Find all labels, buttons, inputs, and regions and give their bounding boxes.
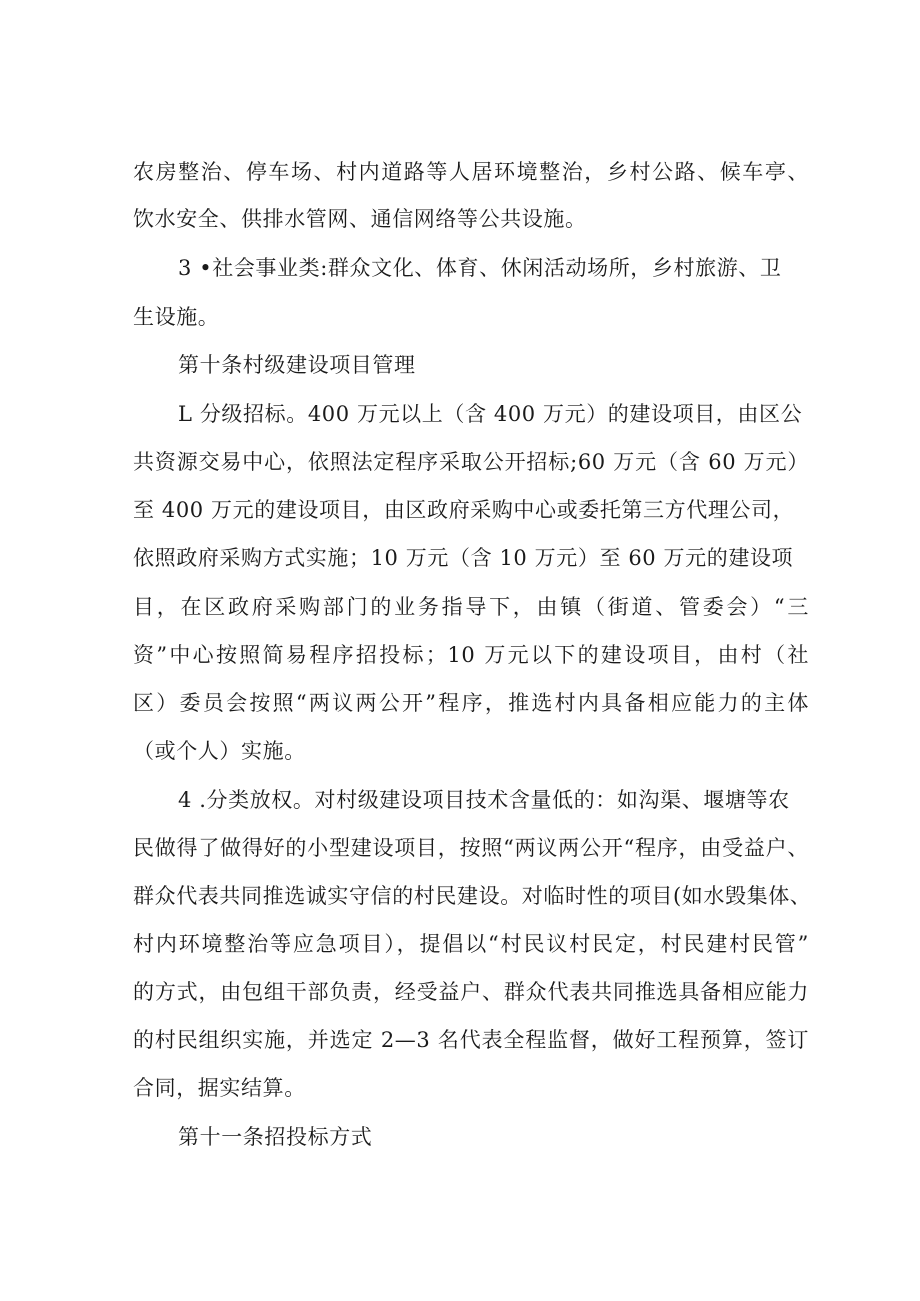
- paragraph-line: 资”中心按照简易程序招投标；10 万元以下的建设项目，由村（社: [133, 643, 809, 667]
- paragraph-line: 目，在区政府采购部门的业务指导下，由镇（街道、管委会）“三: [133, 595, 809, 619]
- paragraph-line: 合同，据实结算。: [133, 1076, 306, 1100]
- section-heading: 第十一条招投标方式: [178, 1125, 373, 1149]
- paragraph-line: 的方式，由包组干部负责，经受益户、群众代表共同推选具备相应能力: [133, 980, 809, 1004]
- paragraph-line: 的村民组织实施，并选定 2—3 名代表全程监督，做好工程预算，签订: [133, 1028, 809, 1052]
- section-heading: 第十条村级建设项目管理: [178, 353, 416, 377]
- paragraph-line: 饮水安全、供排水管网、通信网络等公共设施。: [133, 207, 587, 231]
- paragraph-line: 依照政府采购方式实施；10 万元（含 10 万元）至 60 万元的建设项: [133, 546, 794, 570]
- paragraph-line: 群众代表共同推选诚实守信的村民建设。对临时性的项目(如水毁集体、: [133, 884, 812, 908]
- paragraph-line: 村内环境整治等应急项目），提倡以“村民议村民定，村民建村民管”: [133, 932, 809, 956]
- paragraph-line: 4 .分类放权。对村级建设项目技术含量低的：如沟渠、堰塘等农: [178, 788, 790, 812]
- paragraph-line: 共资源交易中心，依照法定程序采取公开招标;60 万元（含 60 万元）: [133, 450, 809, 474]
- paragraph-line: 民做得了做得好的小型建设项目，按照“两议两公开“程序，由受益户、: [133, 836, 809, 860]
- paragraph-line: 至 400 万元的建设项目，由区政府采购中心或委托第三方代理公司，: [133, 498, 795, 522]
- paragraph-line: （或个人）实施。: [133, 739, 306, 763]
- paragraph-line: 3 •社会事业类:群众文化、体育、休闲活动场所，乡村旅游、卫: [178, 256, 782, 280]
- paragraph-line: L 分级招标。400 万元以上（含 400 万元）的建设项目，由区公: [178, 402, 803, 426]
- paragraph-line: 区）委员会按照“两议两公开”程序，推选村内具备相应能力的主体: [133, 691, 809, 715]
- paragraph-line: 农房整治、停车场、村内道路等人居环境整治，乡村公路、候车亭、: [133, 160, 809, 184]
- paragraph-line: 生设施。: [133, 305, 220, 329]
